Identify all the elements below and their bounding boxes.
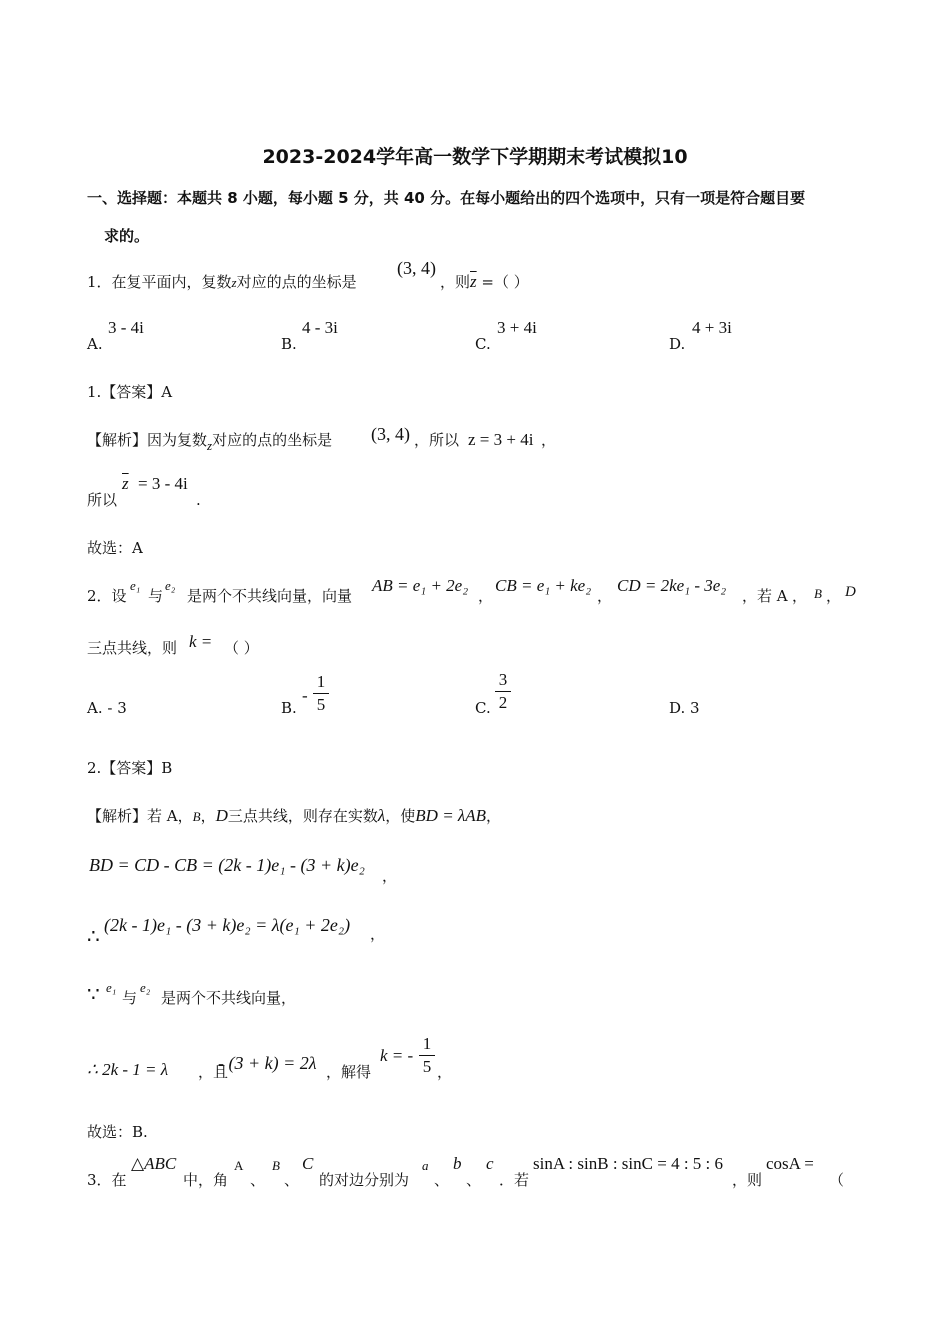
q2-analysis-row3: (2k - 1)e₁ - (3 + k)e₂ = λ(e₁ + 2e₂) (104, 915, 351, 935)
q2-an3-therefore: ∴ (87, 926, 100, 948)
q2-comma1: ， (478, 587, 494, 605)
q2-analysis-row2: BD = CD - CB = (2k - 1)e₁ - (3 + k)e₂ (89, 855, 365, 875)
q2-stem-d: 三点共线，则 (87, 639, 178, 657)
q2-e2: e₂ (165, 578, 176, 593)
q1-analysis-row (87, 430, 332, 451)
q1-option-a-label: A. (87, 335, 103, 353)
q2-an5-d: ，解得 (326, 1063, 372, 1081)
q2-an4-e1: e₁ (106, 980, 117, 995)
q2-point-b: B (814, 586, 822, 601)
q1-option-d-label: D. (669, 335, 686, 353)
q1-analysis-eq: z = 3 + 4i (468, 430, 534, 449)
q1-so-zbar: $\overline{z}$ (122, 474, 129, 493)
q1-zbar: $\overline{z}$ (470, 272, 477, 291)
q1-analysis-c: ，所以 (414, 431, 460, 449)
q2-k-eq: k = (189, 632, 213, 651)
q2-option-c-denominator: 2 (498, 693, 508, 712)
q1-option-c-value: 3 + 4i (497, 318, 537, 337)
q2-paren: （ ） (224, 639, 259, 657)
q2-comma2: ， (597, 587, 613, 605)
q2-vector-ab: AB = e₁ + 2e₂ (372, 576, 469, 595)
q2-option-c-numerator: 3 (498, 670, 508, 689)
q2-option-a: A. - 3 (87, 699, 127, 717)
q2-an1-d: 三点共线，则存在实数 (227, 807, 378, 825)
q2-an4-because: ∵ (87, 984, 100, 1006)
q3-angle-a: A (234, 1158, 244, 1173)
q1-so-end: . (196, 491, 201, 509)
q3-paren: （ (829, 1171, 845, 1189)
q2-an1-b: ， (177, 807, 193, 825)
q2-option-b-label: B. (281, 699, 297, 717)
page-title: 2023-2024学年高一数学下学期期末考试模拟10 (262, 146, 688, 168)
q2-an4-e2: e₂ (140, 980, 151, 995)
q2-vector-cb: CB = e₁ + ke₂ (495, 576, 592, 595)
q1-option-a-value: 3 - 4i (108, 318, 144, 337)
q2-comma4: ， (826, 587, 842, 605)
q2-an1-e: ，使 (385, 807, 416, 825)
q2-e1: e₁ (130, 578, 141, 593)
q2-option-c-label: C. (475, 699, 491, 717)
q2-an1-eq: BD = λAB (415, 806, 487, 825)
q2-option-c-fraction (495, 670, 511, 713)
q2-an1-f: ， (486, 807, 502, 825)
q2-an4-with: 与 (122, 989, 138, 1007)
q2-an5-k: k = - (380, 1046, 414, 1065)
q3-angle-b: B (272, 1158, 280, 1173)
q2-option-b-numerator: 1 (316, 672, 326, 691)
q1-stem-c-row (440, 272, 529, 292)
q2-an2-end: ， (382, 867, 398, 885)
q2-an1-a: 【解析】若 A (87, 807, 178, 825)
q1-stem (87, 272, 357, 293)
q2-choose: 故选：B. (87, 1123, 148, 1141)
q2-answer: 2.【答案】B (87, 759, 173, 777)
q2-an1-point-d: D (215, 806, 228, 825)
q2-an3-end: ， (370, 925, 386, 943)
q2-an5-c: - (3 + k) = 2λ (218, 1053, 317, 1073)
q2-option-d: D. 3 (669, 699, 700, 717)
q2-an5-fraction (419, 1034, 435, 1077)
q1-analysis-point: (3, 4) (371, 424, 410, 444)
q3-stem-e: ，则 (732, 1171, 763, 1189)
q1-answer: 1.【答案】A (87, 383, 173, 401)
q1-option-c-label: C. (475, 335, 491, 353)
q2-an5-end: ， (437, 1063, 453, 1081)
q1-eq-paren: =（ ） (481, 273, 529, 291)
q1-analysis-b: 对应的点的坐标是 (212, 431, 333, 449)
q3-stem-a: 3．在 (87, 1171, 127, 1189)
q3-ratio: sinA : sinB : sinC = 4 : 5 : 6 (533, 1154, 724, 1173)
q2-stem-c: ，若 A (742, 587, 788, 605)
q2-option-b-denominator: 5 (316, 695, 326, 714)
q2-an4-text: 是两个不共线向量， (161, 989, 297, 1007)
q3-cos: cosA = (766, 1154, 814, 1173)
q3-side-b: b (453, 1154, 462, 1173)
q2-an5-b: ，且 (198, 1063, 229, 1081)
q1-stem-a: 1．在复平面内，复数 (87, 273, 232, 291)
q2-with: 与 (148, 587, 164, 605)
section-heading-line2: 求的。 (104, 227, 150, 245)
q2-an5-numerator: 1 (422, 1034, 432, 1053)
q2-point-d: D (845, 584, 856, 600)
q1-analysis-z: z (207, 438, 213, 453)
q2-comma3: ， (792, 587, 808, 605)
q1-option-b-value: 4 - 3i (302, 318, 338, 337)
q2-an1-point-b: B (192, 809, 201, 824)
q3-stem-d: ．若 (499, 1171, 530, 1189)
q1-choose: 故选：A (87, 539, 143, 557)
q3-triangle: △ABC (131, 1154, 177, 1173)
q3-stem-b: 中，角 (183, 1171, 229, 1189)
q2-an1-c: ， (200, 807, 216, 825)
q2-an5-a: ∴ 2k - 1 = λ (87, 1060, 169, 1079)
q3-side-c: c (486, 1154, 494, 1173)
q3-sep1: 、 (250, 1171, 266, 1189)
q3-stem-c: 的对边分别为 (319, 1171, 410, 1189)
q1-analysis-d: ， (541, 431, 557, 449)
q3-side-a: a (422, 1158, 429, 1173)
q1-stem-b: 对应的点的坐标是 (236, 273, 357, 291)
q1-analysis-a: 【解析】因为复数 (87, 431, 208, 449)
q1-so-eq: = 3 - 4i (138, 474, 188, 493)
q3-angle-c: C (302, 1154, 314, 1173)
q1-var-z: z (231, 275, 237, 290)
q1-option-d-value: 4 + 3i (692, 318, 732, 337)
q1-point: (3, 4) (397, 258, 436, 278)
q2-option-b-sign: - (302, 686, 308, 705)
q1-so-label: 所以 (87, 491, 118, 509)
q2-an1-lambda: λ (377, 806, 386, 825)
q2-option-b-fraction (313, 672, 329, 715)
q2-stem-a: 2．设 (87, 587, 127, 605)
q3-sep4: 、 (466, 1171, 482, 1189)
q2-analysis-row1 (87, 806, 501, 827)
q1-stem-c: ，则 (440, 273, 471, 291)
q3-sep2: 、 (284, 1171, 300, 1189)
section-heading-line1: 一、选择题：本题共 8 小题，每小题 5 分，共 40 分。在每小题给出的四个选项中，只有一项是符合题目要 (87, 189, 806, 207)
q3-sep3: 、 (434, 1171, 450, 1189)
q2-stem-b: 是两个不共线向量，向量 (187, 587, 353, 605)
q2-vector-cd: CD = 2ke₁ - 3e₂ (617, 576, 727, 595)
q1-option-b-label: B. (281, 335, 297, 353)
q2-an5-denominator: 5 (422, 1057, 432, 1076)
